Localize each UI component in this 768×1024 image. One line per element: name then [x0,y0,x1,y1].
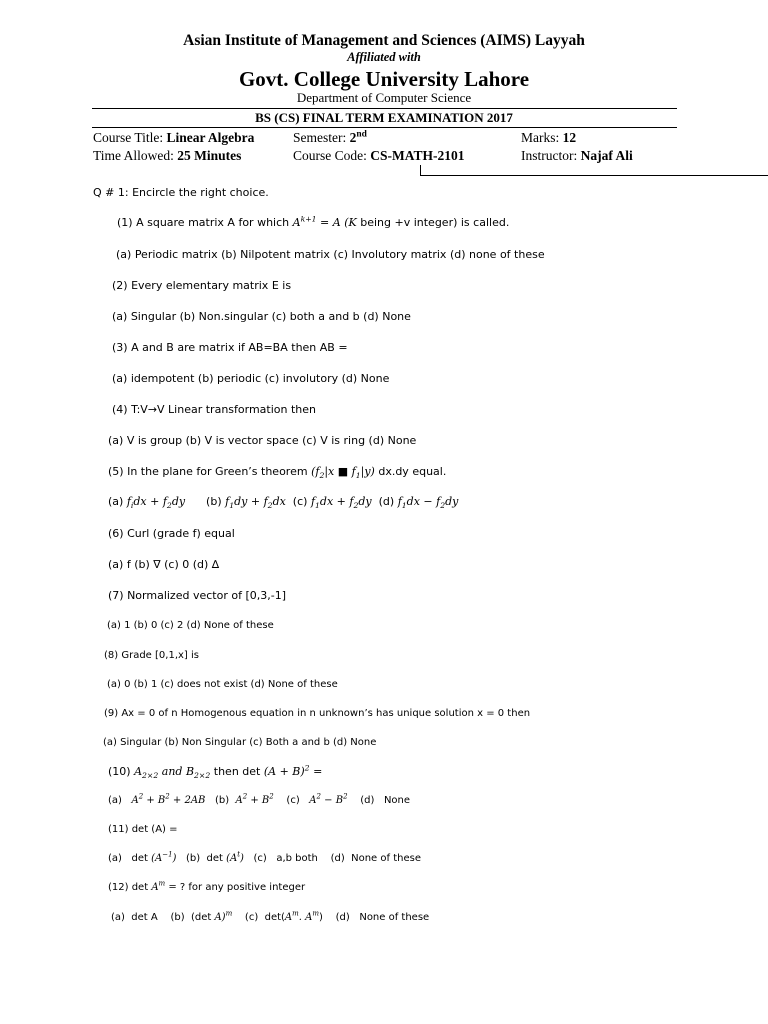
question-7: (7) Normalized vector of [0,3,-1] [108,589,286,602]
question-10-formula-a: $A_{2\times 2}$ and $B_{2\times 2}$ [134,765,211,781]
university-name: Govt. College University Lahore [238,67,530,91]
course-title [93,130,254,146]
question-12-text-end: ? for any positive integer [176,882,306,893]
question-4-options: (a) V is group (b) V is vector space (c) V is ring (d) None [108,434,417,447]
question-1-text: (1) A square matrix A for which [117,216,293,229]
header-top-rule [92,108,677,109]
time-value: 25 Minutes [177,148,242,163]
question-6: (6) Curl (grade f) equal [108,527,235,540]
question-4: (4) T:V→V Linear transformation then [112,403,316,416]
institute-name: Asian Institute of Management and Sciences (AIMS) Layyah [183,32,585,49]
instructor-value: Najaf Ali [580,148,633,163]
question-heading: Q # 1: Encircle the right choice. [93,186,269,199]
course-title-value: Linear Algebra [166,130,255,145]
info-divider-rule [420,175,768,176]
marks-label: Marks: [521,130,560,145]
code-value: CS-MATH-2101 [370,148,465,163]
question-12-text: (12) det [108,882,152,893]
question-11: (11) det (A) = [108,824,178,835]
question-7-options: (a) 1 (b) 0 (c) 2 (d) None of these [107,620,274,631]
question-1 [117,216,509,229]
question-2: (2) Every elementary matrix E is [112,279,292,292]
marks [521,130,576,146]
question-3-options: (a) idempotent (b) periodic (c) involutory (d) None [112,372,390,385]
instructor-label: Instructor: [521,148,578,163]
semester-suffix: nd [356,129,367,140]
marks-value: 12 [562,130,577,145]
question-12-formula: $A^m$ = [151,879,177,893]
question-11-options: (a) $\det (A^{-1})$ (b) $\det (A^t)$ (c) a,b both (d) None of these [108,850,421,864]
course-code [293,148,465,164]
question-6-options: (a) f (b) ∇ (c) 0 (d) ∆ [108,558,220,571]
semester [293,130,367,146]
question-1-text-end: being +v integer) is called. [356,216,510,229]
question-12-options: (a) det A (b) (det A)$^m$ (c) $\det(A^m$. $A^m$) (d) None of these [111,909,430,923]
question-10 [108,763,323,781]
question-5-options: (a) $f_idx + f_2dy$ (b) $f_1dy + f_2dx$ (c) $f_1dx + f_2dy$ (d) $f_1dx - f_2dy$ [108,495,459,511]
question-1-formula: $A^{k+1} = A$ (K [292,214,357,229]
question-5 [108,465,447,481]
course-title-label: Course Title: [93,130,164,145]
question-5-formula: ($f_2|x$ ■ $f_1|y$) [311,465,375,481]
time-label: Time Allowed: [93,148,174,163]
header-bottom-rule [92,127,677,128]
question-8-options: (a) 0 (b) 1 (c) does not exist (d) None of these [107,679,338,690]
code-label: Course Code: [293,148,367,163]
info-divider-vertical [420,165,421,175]
question-2-options: (a) Singular (b) Non.singular (c) both a and b (d) None [112,310,411,323]
question-10-formula-b: $(A + B)^2$ = [263,763,323,778]
question-1-options: (a) Periodic matrix (b) Nilpotent matrix (c) Involutory matrix (d) none of these [116,248,545,261]
exam-title: BS (CS) FINAL TERM EXAMINATION 2017 [255,110,513,125]
question-10-text-mid: then det [210,765,264,778]
department-name: Department of Computer Science [296,90,472,105]
semester-value: 2 [349,130,357,145]
affiliation-line: Affiliated with [347,50,421,64]
question-12 [108,879,306,893]
question-5-text-end: dx.dy equal. [374,465,447,478]
question-10-text: (10) [108,765,135,778]
semester-label: Semester: [293,130,347,145]
question-8: (8) Grade [0,1,x] is [104,650,199,661]
question-10-options: (a) $A^2 + B^2 + 2AB$ (b) $A^2 + B^2$ (c) $A^2 - B^2$ (d) None [108,792,411,806]
question-9-options: (a) Singular (b) Non Singular (c) Both a and b (d) None [103,737,377,748]
question-3: (3) A and B are matrix if AB=BA then AB = [112,341,348,354]
question-5-text: (5) In the plane for Green’s theorem [108,465,312,478]
question-9: (9) Ax = 0 of n Homogenous equation in n unknown’s has unique solution x = 0 then [104,708,531,719]
instructor [521,148,633,164]
time-allowed [93,148,241,164]
